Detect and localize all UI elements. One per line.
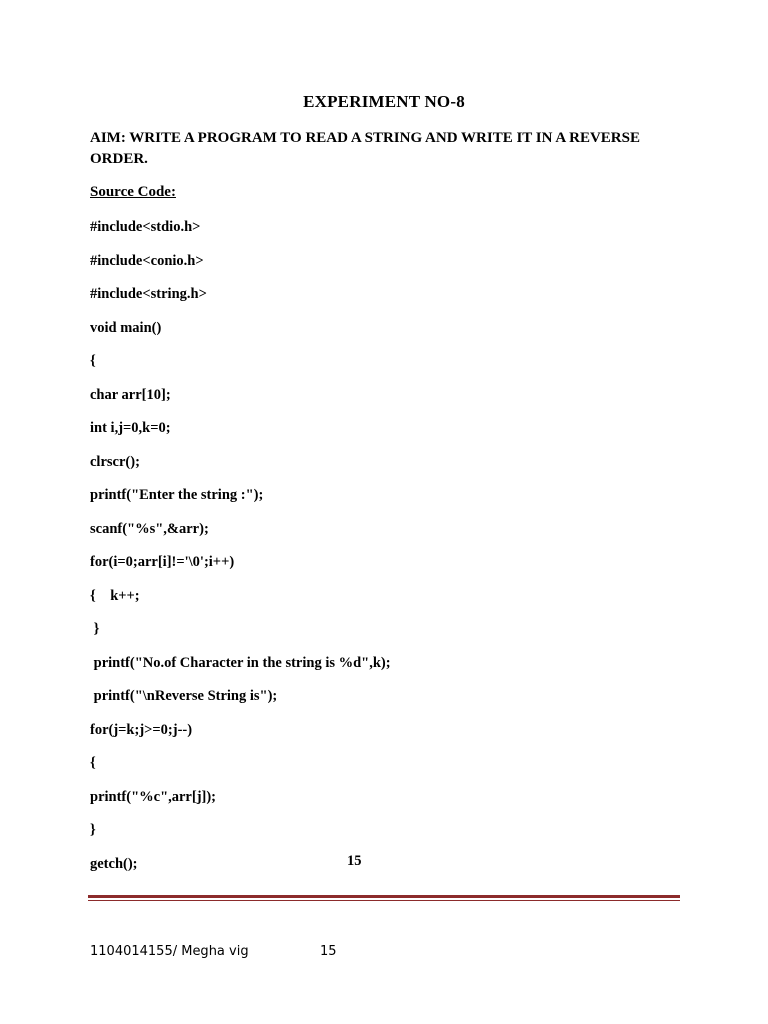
code-line: { [90,353,96,369]
inline-page-number: 15 [347,853,362,869]
code-line: int i,j=0,k=0; [90,420,171,436]
aim-statement: AIM: WRITE A PROGRAM TO READ A STRING AND WRITE IT IN A REVERSE ORDER. [90,130,640,167]
code-line: printf("%c",arr[j]); [90,788,217,805]
code-line: #include<string.h> [90,286,207,302]
code-line: } [90,822,96,838]
source-code-heading: Source Code: [90,184,176,200]
experiment-title: EXPERIMENT NO-8 [303,92,465,111]
code-line: void main() [90,319,162,336]
code-line: printf("\nReverse String is"); [90,688,278,704]
code-line: #include<stdio.h> [90,219,201,235]
code-line: { [90,755,96,771]
footer-author: 1104014155/ Megha vig [90,944,249,959]
code-line: for(i=0;arr[i]!='\0';i++) [90,554,235,570]
code-line: printf("Enter the string :"); [90,487,264,503]
footer-page-number: 15 [320,944,337,959]
code-line: clrscr(); [90,453,140,470]
code-line: getch(); [90,855,138,872]
code-line: scanf("%s",&arr); [90,520,209,537]
source-code-block [90,218,391,888]
code-line: { k++; [90,587,140,604]
footer-divider-thin [88,900,680,901]
code-line: #include<conio.h> [90,252,204,269]
footer-divider-thick [88,895,680,898]
code-line: char arr[10]; [90,386,171,403]
code-line: for(j=k;j>=0;j--) [90,721,193,738]
code-line: } [90,621,100,637]
code-line: printf("No.of Character in the string is %d",k); [90,654,391,671]
